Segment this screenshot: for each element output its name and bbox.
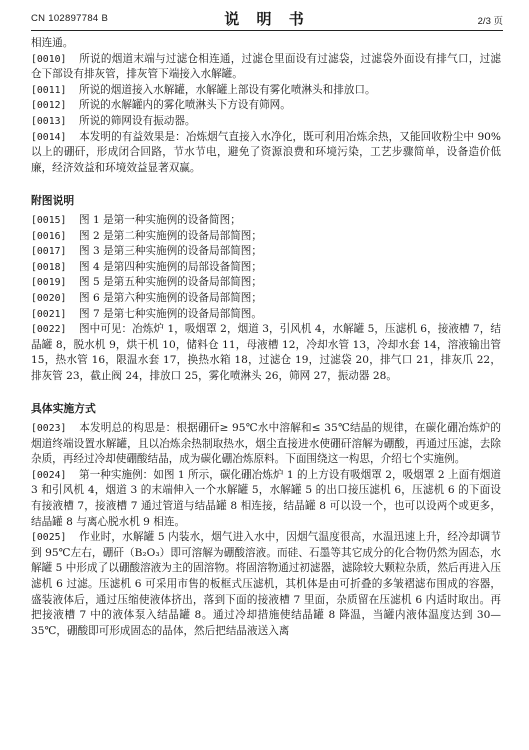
paragraph-text: 图 7 是第七种实施例的设备局部简图。 (79, 307, 262, 320)
paragraph (31, 307, 501, 323)
paragraph-text: 本发明的有益效果是：冶炼烟气直接入水净化，既可利用冶炼余热，又能回收粉尘中 90% 以上的硼矸，形成闭合回路，节水节电，避免了资源浪费和环境污染，工艺步骤简单，设备造价低廉，经济效益和环境效益显著双赢。 (31, 130, 501, 174)
paragraph (31, 114, 501, 130)
paragraph-text: 所说的烟道末端与过滤仓相连通，过滤仓里面设有过滤袋，过滤袋外面设有排气口，过滤仓下部设有排灰管，排灰管下端接入水解罐。 (31, 52, 501, 81)
page-header (31, 6, 503, 31)
paragraph (31, 468, 501, 530)
document-body (31, 36, 501, 639)
patent-number: CN 102897784 B (31, 13, 109, 24)
paragraph-text: 图 5 是第五种实施例的设备局部简图； (79, 276, 262, 289)
paragraph-number: [0024] (31, 469, 67, 481)
paragraph-number: [0019] (31, 277, 67, 289)
paragraph-text: 所说的烟道接入水解罐，水解罐上部设有雾化喷淋头和排放口。 (79, 83, 376, 96)
paragraph-number: [0022] (31, 324, 67, 336)
paragraph (31, 213, 501, 229)
paragraph-number: [0016] (31, 230, 67, 242)
section-heading-figures: 附图说明 (31, 194, 75, 208)
paragraph-number: [0011] (31, 84, 67, 96)
paragraph-number: [0025] (31, 532, 67, 544)
paragraph (31, 52, 501, 83)
paragraph-text: 图中可见：冶炼炉 1，吸烟罩 2，烟道 3，引风机 4，水解罐 5，压滤机 6，接液槽 7，结晶罐 8，脱水机 9，烘干机 10，储料仓 11，母液槽 12，冷却水管 13，冷却水套 14，溶液输出管 15，热水管 16，限温水套 17，换热水箱 18，过滤仓 19，过滤袋 20，排气口 21，排灰爪 22，排灰管 23，截止阀 24，排放口 25，雾化喷淋头 26，筛网 27，振动器 28。 (31, 323, 501, 382)
page-number: 2/3 页 (477, 16, 503, 27)
paragraph-text: 所说的水解罐内的雾化喷淋头下方设有筛网。 (79, 99, 291, 112)
continued-text: 相连通。 (31, 37, 74, 49)
paragraph-text: 图 4 是第四种实施例的局部设备简图； (79, 260, 262, 273)
paragraph-number: [0015] (31, 214, 67, 226)
paragraph (31, 244, 501, 260)
paragraph (31, 322, 501, 384)
paragraph-text: 作业时，水解罐 5 内装水，烟气进入水中，因烟气温度很高，水温迅速上升，经冷却调节到 95℃左右，硼矸（B₂O₃）即可溶解为硼酸溶液。而硅、石墨等其它成分的化合物仍然为固态，水解罐 5 中形成了以硼酸溶液为主的固溶物。将固溶物通过初滤器，滤除较大颗粒杂质，然后再进入压滤机 6 过滤。压滤机 6 可采用市售的板框式压滤机，其机体是由可折叠的多皱褶滤布围成的容器，盛装液体后，通过压缩使液体挤出，落到下面的接液槽 7 里面，杂质留在压滤机 6 内适时取出。再把接液槽 7 中的液体泵入结晶罐 8。通过冷却措施使结晶罐 8 降温，当罐内液体温度达到 30—35℃，硼酸即可形成固态的晶体，然后把结晶液送入离 (31, 531, 501, 637)
paragraph (31, 229, 501, 245)
section-heading-embodiment: 具体实施方式 (31, 402, 96, 416)
paragraph-number: [0014] (31, 131, 67, 143)
paragraph (31, 275, 501, 291)
paragraph-number: [0017] (31, 246, 67, 258)
paragraph-text: 图 3 是第三种实施例的设备局部简图； (79, 245, 262, 258)
paragraph-text: 图 2 是第二种实施例的设备局部简图； (79, 229, 262, 242)
paragraph (31, 260, 501, 276)
paragraph-number: [0018] (31, 261, 67, 273)
paragraph (31, 83, 501, 99)
paragraph-text: 第一种实施例：如图 1 所示，碳化硼冶炼炉 1 的上方设有吸烟罩 2，吸烟罩 2 上面有烟道 3 和引风机 4，烟道 3 的末端伸入一个水解罐 5，水解罐 5 的出口接压滤机 6，压滤机 6 的下面设有接液槽 7，接液槽 7 通过管道与结晶罐 8 相连接，结晶罐 8 可以设一个，也可以设两个或更多，结晶罐 8 与离心脱水机 9 相连。 (31, 468, 501, 528)
paragraph (31, 130, 501, 177)
paragraph-group-embodiment (31, 421, 501, 639)
paragraph-number: [0013] (31, 115, 67, 127)
paragraph-number: [0012] (31, 100, 67, 112)
paragraph (31, 291, 501, 307)
paragraph-number: [0021] (31, 308, 67, 320)
paragraph (31, 530, 501, 639)
paragraph-text: 所说的筛网设有振动器。 (79, 114, 196, 127)
paragraph-number: [0023] (31, 423, 67, 435)
paragraph-text: 图 6 是第六种实施例的设备局部简图； (79, 291, 262, 304)
paragraph-number: [0010] (31, 53, 67, 65)
paragraph (31, 421, 501, 468)
paragraph (31, 98, 501, 114)
paragraph-number: [0020] (31, 292, 67, 304)
paragraph-text: 本发明总的构思是：根据硼矸≥ 95℃水中溶解和≤ 35℃结晶的规律，在碳化硼冶炼炉的烟道终端设置水解罐，且以冶炼余热制取热水，烟尘直接进水使硼矸溶解为硼酸，再通过压滤，去除杂质，再经过冷却使硼酸结晶，成为碳化硼冶炼原料。下面围绕这一构思，介绍七个实施例。 (31, 422, 501, 466)
paragraph-text: 图 1 是第一种实施例的设备简图； (79, 213, 241, 226)
paragraph-group-figures (31, 213, 501, 385)
paragraph-group-top (31, 52, 501, 177)
document-title: 说 明 书 (224, 10, 310, 28)
